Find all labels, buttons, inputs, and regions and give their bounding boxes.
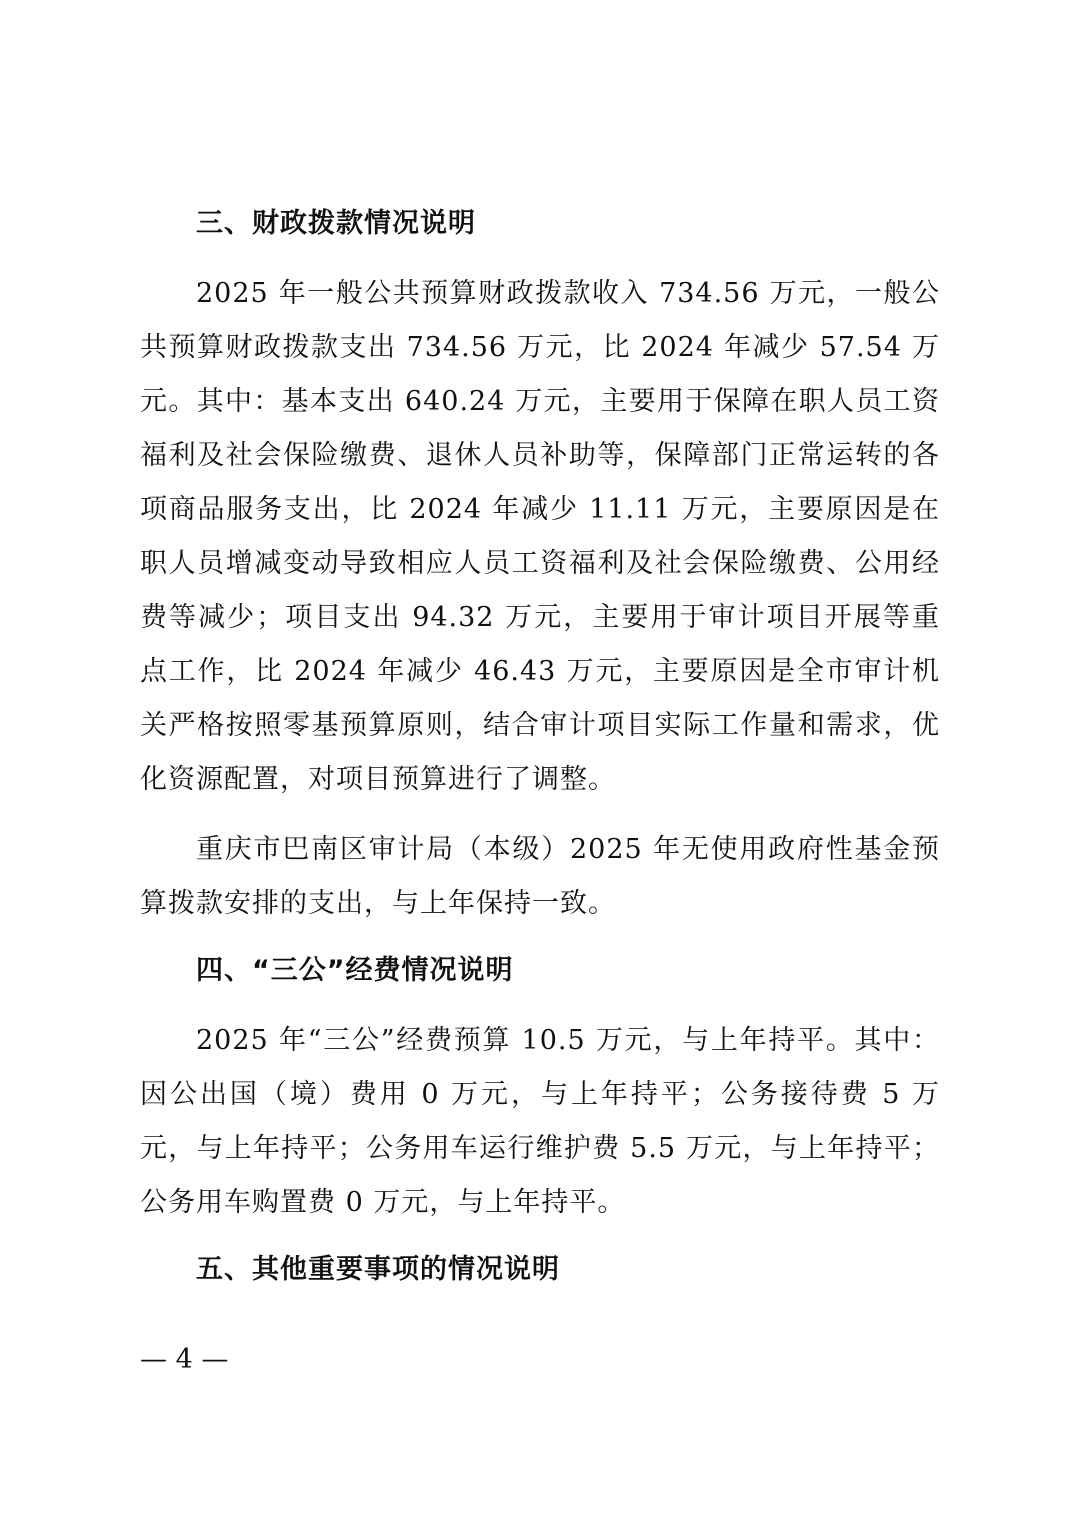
paragraph-three-public-expenses: 2025 年“三公”经费预算 10.5 万元，与上年持平。其中：因公出国（境）费用 0 万元，与上年持平；公务接待费 5 万元，与上年持平；公务用车运行维护费 5.5 万元，与上年持平；公务用车购置费 0 万元，与上年持平。 [140,1025,940,1218]
paragraph-government-fund: 重庆市巴南区审计局（本级）2025 年无使用政府性基金预算拨款安排的支出，与上年保持一致。 [140,834,940,919]
paragraph-fiscal-appropriation-general: 2025 年一般公共预算财政拨款收入 734.56 万元，一般公共预算财政拨款支出 734.56 万元，比 2024 年减少 57.54 万元。其中：基本支出 640.24 万元，主要用于保障在职人员工资福利及社会保险缴费、退休人员补助等，保障部门正常运转的各项商品服务支出，比 2024 年减少 11.11 万元，主要原因是在职人员增减变动导致相应人员工资福利及社会保险缴费、公用经费等减少；项目支出 94.32 万元，主要用于审计项目开展等重点工作，比 2024 年减少 46.43 万元，主要原因是全市审计机关严格按照零基预算原则，结合审计项目实际工作量和需求，优化资源配置，对项目预算进行了调整。 [140,278,940,795]
page-number: — 4 — [140,1344,229,1375]
section-heading-fiscal-appropriation: 三、财政拨款情况说明 [196,208,476,239]
section-heading-other-matters: 五、其他重要事项的情况说明 [196,1254,560,1285]
section-heading-three-public-expenses: 四、“三公”经费情况说明 [196,955,514,986]
